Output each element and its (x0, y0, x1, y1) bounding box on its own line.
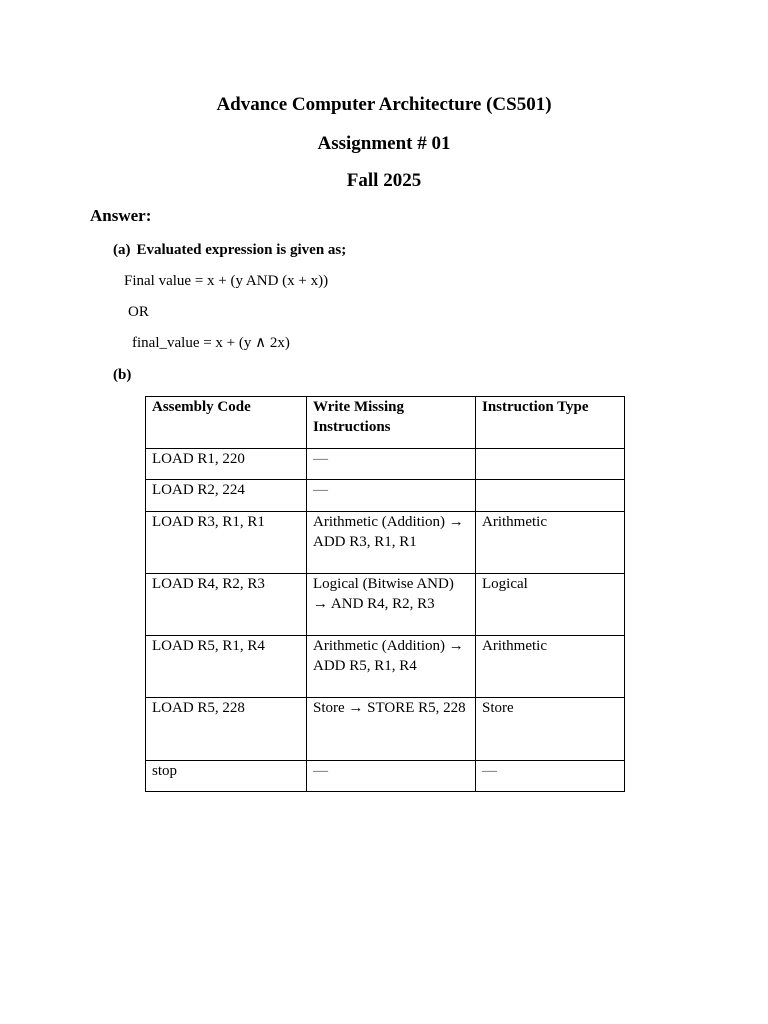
table-row (146, 698, 625, 761)
course-title: Advance Computer Architecture (CS501) (216, 94, 552, 115)
table-cell: LOAD R5, R1, R4 (146, 636, 307, 698)
table-cell: Arithmetic (476, 512, 625, 574)
table-cell: Store (476, 698, 625, 761)
table-cell: LOAD R2, 224 (146, 480, 307, 512)
expression-1: Final value = x + (y AND (x + x)) (124, 273, 329, 289)
table-cell: Arithmetic (Addition) → ADD R5, R1, R4 (307, 636, 476, 698)
table-cell: — (476, 761, 625, 792)
table-cell: — (307, 761, 476, 792)
header-missing-instructions: Write Missing Instructions (307, 397, 476, 449)
table-cell: — (307, 480, 476, 512)
table-cell: LOAD R5, 228 (146, 698, 307, 761)
header-assembly-code: Assembly Code (146, 397, 307, 449)
table-cell: — (307, 449, 476, 480)
table-row (146, 512, 625, 574)
expression-2: final_value = x + (y ∧ 2x) (132, 335, 290, 351)
table-cell: LOAD R3, R1, R1 (146, 512, 307, 574)
part-a-heading (113, 240, 346, 260)
table-row (146, 449, 625, 480)
table-cell: Logical (476, 574, 625, 636)
table-cell: Store → STORE R5, 228 (307, 698, 476, 761)
table-row (146, 480, 625, 512)
term-title: Fall 2025 (346, 170, 422, 191)
table-header-row (146, 397, 625, 449)
assignment-title: Assignment # 01 (317, 133, 451, 154)
table-row (146, 574, 625, 636)
table-cell: Arithmetic (476, 636, 625, 698)
answer-heading: Answer: (90, 206, 152, 225)
part-a-heading-text: Evaluated expression is given as; (136, 242, 347, 258)
table-row (146, 636, 625, 698)
or-text: OR (128, 304, 149, 320)
table-cell: stop (146, 761, 307, 792)
table-row (146, 761, 625, 792)
assembly-table (145, 396, 625, 792)
header-instruction-type: Instruction Type (476, 397, 625, 449)
table-cell: LOAD R4, R2, R3 (146, 574, 307, 636)
table-cell (476, 449, 625, 480)
table-cell: Arithmetic (Addition) → ADD R3, R1, R1 (307, 512, 476, 574)
part-a-label: (a) (113, 242, 131, 258)
table-cell: LOAD R1, 220 (146, 449, 307, 480)
table-cell: Logical (Bitwise AND) → AND R4, R2, R3 (307, 574, 476, 636)
table-cell (476, 480, 625, 512)
part-b-label: (b) (113, 367, 132, 383)
